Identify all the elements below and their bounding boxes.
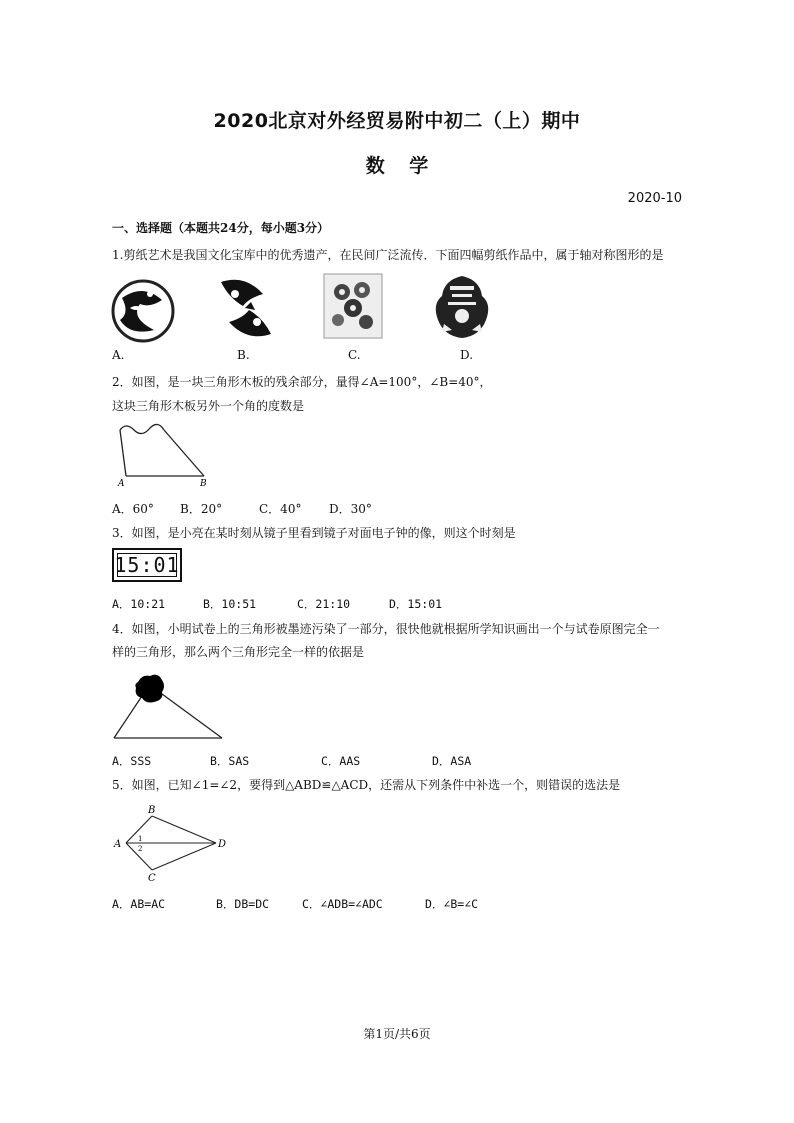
exam-date: 2020-10: [627, 191, 682, 206]
question-1-text: 1.剪纸艺术是我国文化宝库中的优秀遗产，在民间广泛流传．下面四幅剪纸作品中，属于轴对称图形的是: [112, 248, 664, 262]
angle-label-1: 1: [138, 835, 143, 843]
question-4-text-line1: 4．如图，小明试卷上的三角形被墨迹污染了一部分，很快他就根据所学知识画出一个与试卷原图完全一: [112, 622, 660, 636]
page-title: 2020北京对外经贸易附中初二（上）期中: [213, 110, 581, 132]
question-3-option-b[interactable]: B．10:51: [203, 597, 257, 611]
question-2-option-c[interactable]: C．40°: [259, 502, 302, 516]
question-2-text-line1: 2．如图，是一块三角形木板的残余部分，量得∠A=100°，∠B=40°，: [112, 375, 492, 389]
question-4-text-line2: 样的三角形，那么两个三角形完全一样的依据是: [112, 645, 365, 659]
question-5-text: 5．如图，已知∠1=∠2，要得到△ABD≌△ACD，还需从下列条件中补选一个，则错误的选法是: [112, 778, 621, 792]
question-2-option-b[interactable]: B．20°: [180, 502, 223, 516]
question-5-option-c[interactable]: C．∠ADB=∠ADC: [302, 897, 383, 911]
papercut-image-b: [215, 276, 277, 340]
question-4-option-b[interactable]: B．SAS: [210, 754, 250, 768]
papercut-image-a: [110, 278, 176, 344]
question-3-option-c[interactable]: C．21:10: [297, 597, 351, 611]
question-5-figure: [112, 802, 232, 884]
question-5-option-b[interactable]: B．DB=DC: [216, 897, 270, 911]
page-footer: 第1页/共6页: [363, 1027, 431, 1041]
papercut-image-c: [322, 272, 384, 340]
mirror-clock: [112, 548, 182, 582]
figure-label-d: D: [218, 839, 227, 850]
question-1-option-d[interactable]: D.: [460, 348, 474, 362]
question-2-text-line2: 这块三角形木板另外一个角的度数是: [112, 399, 305, 413]
question-4-figure: [112, 672, 226, 742]
clock-display: 15:01: [114, 553, 180, 577]
question-2-figure: [112, 422, 216, 488]
question-3-option-a[interactable]: A．10:21: [112, 597, 166, 611]
section-heading: 一、选择题（本题共24分，每小题3分）: [112, 221, 330, 235]
question-1-option-a[interactable]: A.: [112, 348, 125, 362]
figure-label-c: C: [148, 873, 156, 884]
question-1-option-b[interactable]: B.: [237, 348, 250, 362]
papercut-image-d: [430, 274, 494, 340]
angle-label-2: 2: [138, 845, 143, 853]
subject-heading: 数 学: [365, 155, 429, 177]
figure-label-a: A: [118, 479, 125, 488]
figure-label-b: B: [200, 479, 207, 488]
question-3-text: 3．如图，是小亮在某时刻从镜子里看到镜子对面电子钟的像，则这个时刻是: [112, 526, 516, 540]
question-4-option-a[interactable]: A．SSS: [112, 754, 152, 768]
figure-label-b: B: [148, 805, 156, 816]
question-5-option-d[interactable]: D．∠B=∠C: [425, 897, 479, 911]
question-2-option-a[interactable]: A．60°: [112, 502, 154, 516]
question-4-option-d[interactable]: D．ASA: [432, 754, 472, 768]
question-3-option-d[interactable]: D．15:01: [389, 597, 443, 611]
question-5-option-a[interactable]: A．AB=AC: [112, 897, 166, 911]
figure-label-a: A: [114, 839, 122, 850]
question-1-option-c[interactable]: C.: [348, 348, 361, 362]
question-2-option-d[interactable]: D．30°: [329, 502, 372, 516]
question-4-option-c[interactable]: C．AAS: [321, 754, 361, 768]
ink-blot: [135, 675, 164, 703]
